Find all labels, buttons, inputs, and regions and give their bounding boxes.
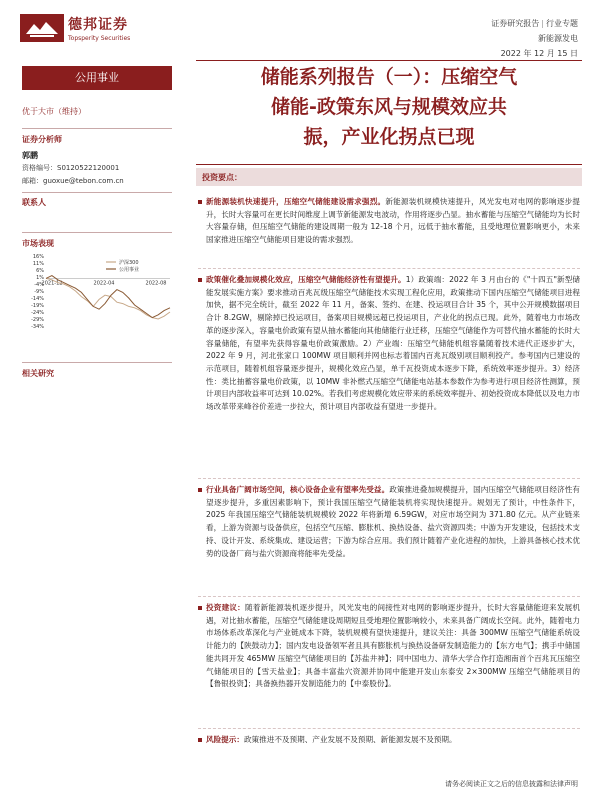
bullet-icon (198, 738, 202, 742)
legend-label: 公用事业 (119, 267, 140, 273)
title-line: 振，产业化拐点已现 (303, 126, 475, 148)
market-performance-chart (22, 252, 172, 342)
dashed-divider (198, 728, 580, 729)
paragraph-body: 政策推进叠加规模提升，国内压缩空气储能项目经济性有望逐步提升，多重因素影响下，预计我国压缩空气储能装机将实现快速提升。规划无了预计，中性条件下，2025 年我国压缩空气储能装机规模较 2022 年将新增 6.59GW，对应市场空间为 371.80 亿元。从产业链来看，上游为资源与设备供应，包括空气压缩、膨胀机、换热设备、盐穴资源四类；中游为开发建设，包括技术支持、设计开发、系统集成、建设运营；下游为综合应用。我们预计随着产业化进程的加快，上游具备核心技术优势的设备厂商与盐穴资源商将能率先受益。 (206, 485, 580, 558)
y-tick-label: -34% (31, 324, 44, 330)
paragraph-lead: 行业具备广阔市场空间，核心设备企业有望率先受益。 (206, 485, 390, 494)
paragraph-lead: 新能源装机快速提升，压缩空气储能建设需求强烈。 (206, 197, 386, 206)
logo-mark-icon (20, 14, 64, 42)
rating-label: 优于大市（维持） (22, 107, 86, 116)
analyst-license: 资格编号：S0120522120001 (22, 164, 120, 172)
report-date: 2022 年 12 月 15 日 (500, 49, 578, 58)
key-point-paragraph (198, 602, 580, 691)
divider (22, 128, 172, 129)
sector-banner: 公用事业 (22, 66, 172, 90)
y-tick-label: 1% (36, 275, 44, 281)
y-tick-label: -4% (34, 282, 44, 288)
title-line: 储能系列报告（一）：压缩空气 (260, 66, 518, 88)
title-rule-bottom (196, 164, 582, 165)
legend-label: 沪深300 (119, 260, 139, 266)
y-tick-label: -19% (31, 303, 44, 309)
analyst-name: 郭鹏 (22, 151, 38, 160)
y-tick-label: 16% (32, 254, 44, 260)
y-tick-label: -9% (34, 289, 44, 295)
bullet-icon (198, 488, 202, 492)
x-tick-label: 2022-04 (93, 280, 115, 287)
sector-sub: 新能源发电 (538, 34, 578, 43)
topic-type: 行业专题 (546, 19, 578, 28)
x-tick-label: 2022-08 (145, 280, 167, 287)
key-point-paragraph (198, 274, 580, 414)
paragraph-body: 1）政策端：2022 年 3 月由台的《"十四五"新型储能发展实施方案》要求推动百兆瓦级压缩空气储能技术实现工程化应用，政策推动下国内压缩空气储能项目进程加快，据不完全统计，截至 2022 年 11 月，备案、签约、在建、投运项目合计 35 个，其中公开规模数据项目合计 8.2GW，剔除掉已投运项目，备案项目规模远超已投运项目，产业化的拐点已现。此外，随着电力市场改革的逐步深入，容量电价政策有望从抽水蓄能向其他储能行业迁移，压缩空气储能作为可替代抽水蓄能的长时大容量储能，有望率先获得容量电价政策激励。2）产业端：压缩空气储能机组容量随着技术进代正逐步扩大，2022 年 9 月，河北张家口 100MW 项目顺利并网也标志着国内百兆瓦级别项目顺利投产。参考国内已建设的示范项目，随着机组容量逐步提升，规模化效应凸显，单千瓦投资成本逐步下降，系统效率逐步提升。3）经济性：类比抽蓄容量电价政策，以 10MW 非补燃式压缩空气储能电站基本参数作为参考进行项目经济性测算，预计项目内部收益率可达到 10.02%。若我们考虑规模化效应带来的系统效率提升、初始投资成本降低以及电力市场改革带来峰谷价差进一步拉大，预计项目内部收益有望进一步提升。 (206, 275, 581, 412)
company-logo (20, 14, 130, 42)
market-heading: 市场表现 (22, 239, 54, 248)
bullet-icon (198, 278, 202, 282)
analyst-heading: 证券分析师 (22, 135, 62, 144)
x-tick-label: 2021-12 (41, 280, 63, 287)
paragraph-lead: 投资建议： (206, 603, 245, 612)
title-line: 储能-政策东风与规模效应共 (271, 96, 507, 118)
divider (22, 362, 172, 363)
paragraph-body: 政策推进不及预期、产业发展不及预期、新能源发展不及预期。 (243, 735, 457, 744)
dashed-divider (198, 268, 580, 269)
y-tick-label: -14% (31, 296, 44, 302)
legal-footer: 请务必阅读正文之后的信息披露和法律声明 (445, 780, 578, 788)
y-tick-label: 11% (32, 261, 44, 267)
divider (22, 232, 172, 233)
y-tick-label: -24% (31, 310, 44, 316)
key-points-bar (196, 168, 582, 186)
y-tick-label: 6% (36, 268, 44, 274)
analyst-email: 邮箱：guoxue@tebon.com.cn (22, 177, 124, 185)
report-title (196, 62, 582, 152)
dashed-divider (198, 478, 580, 479)
divider (22, 192, 172, 193)
paragraph-lead: 政策催化叠加规模化效应，压缩空气储能经济性有望提升。 (206, 275, 406, 284)
dashed-divider (198, 596, 580, 597)
y-tick-label: -29% (31, 317, 44, 323)
title-rule-top (196, 60, 582, 61)
key-point-paragraph (198, 196, 580, 247)
logo-cn-text: 德邦证券 (68, 17, 128, 33)
report-header-meta: 证券研究报告 | 行业专题 新能源发电 2022 年 12 月 15 日 (491, 16, 578, 61)
key-points-label: 投资要点： (202, 173, 242, 182)
paragraph-body: 随着新能源装机逐步提升，风光发电的间接性对电网的影响逐步提升，长时大容量储能迎来发展机遇，对比抽水蓄能，压缩空气储能建设周期短且受地理位置影响较小，未来具备广阔成长空间。此外，随着电力市场体系改革深化与产业链成本下降，装机规模有望快速提升，建议关注：具备 300MW 压缩空气储能系统设计能力的【陕鼓动力】；国内发电设备领军者且具有膨胀机与换热设备研发制造能力的【东方电气】；携手中储国能共同开发 465MW 压缩空气储能项目的【苏盐井神】；同中国电力、清华大学合作打造湘南首个百兆瓦压缩空气储能项目的【雪天盐业】；具备丰富盐穴资源并协同中能建开发山东泰安 2×300MW 压缩空气储能项目的【鲁银投资】；具备换热器开发制造能力的【中泰股份】。 (206, 603, 580, 689)
contact-heading: 联系人 (22, 198, 46, 207)
paragraph-body: 新能源装机规模快速提升，风光发电对电网的影响逐步提升，长时大容量可在更长时间维度上调节新能源发电波动，作用将逐步凸显。抽水蓄能与压缩空气储能均为长时大容量存储，但压缩空气储能的建设周期一般为 12-18 个月，远低于抽水蓄能，且受地理位置影响更小，未来国家推进压缩空气储能项目建设的需求强烈。 (206, 197, 581, 245)
key-point-paragraph (198, 734, 580, 747)
report-type: 证券研究报告 (491, 19, 540, 28)
related-heading: 相关研究 (22, 369, 54, 378)
logo-en-text: Topsperity Securities (68, 35, 131, 42)
paragraph-lead: 风险提示： (206, 735, 244, 744)
key-point-paragraph (198, 484, 580, 560)
bullet-icon (198, 606, 202, 610)
bullet-icon (198, 200, 202, 204)
